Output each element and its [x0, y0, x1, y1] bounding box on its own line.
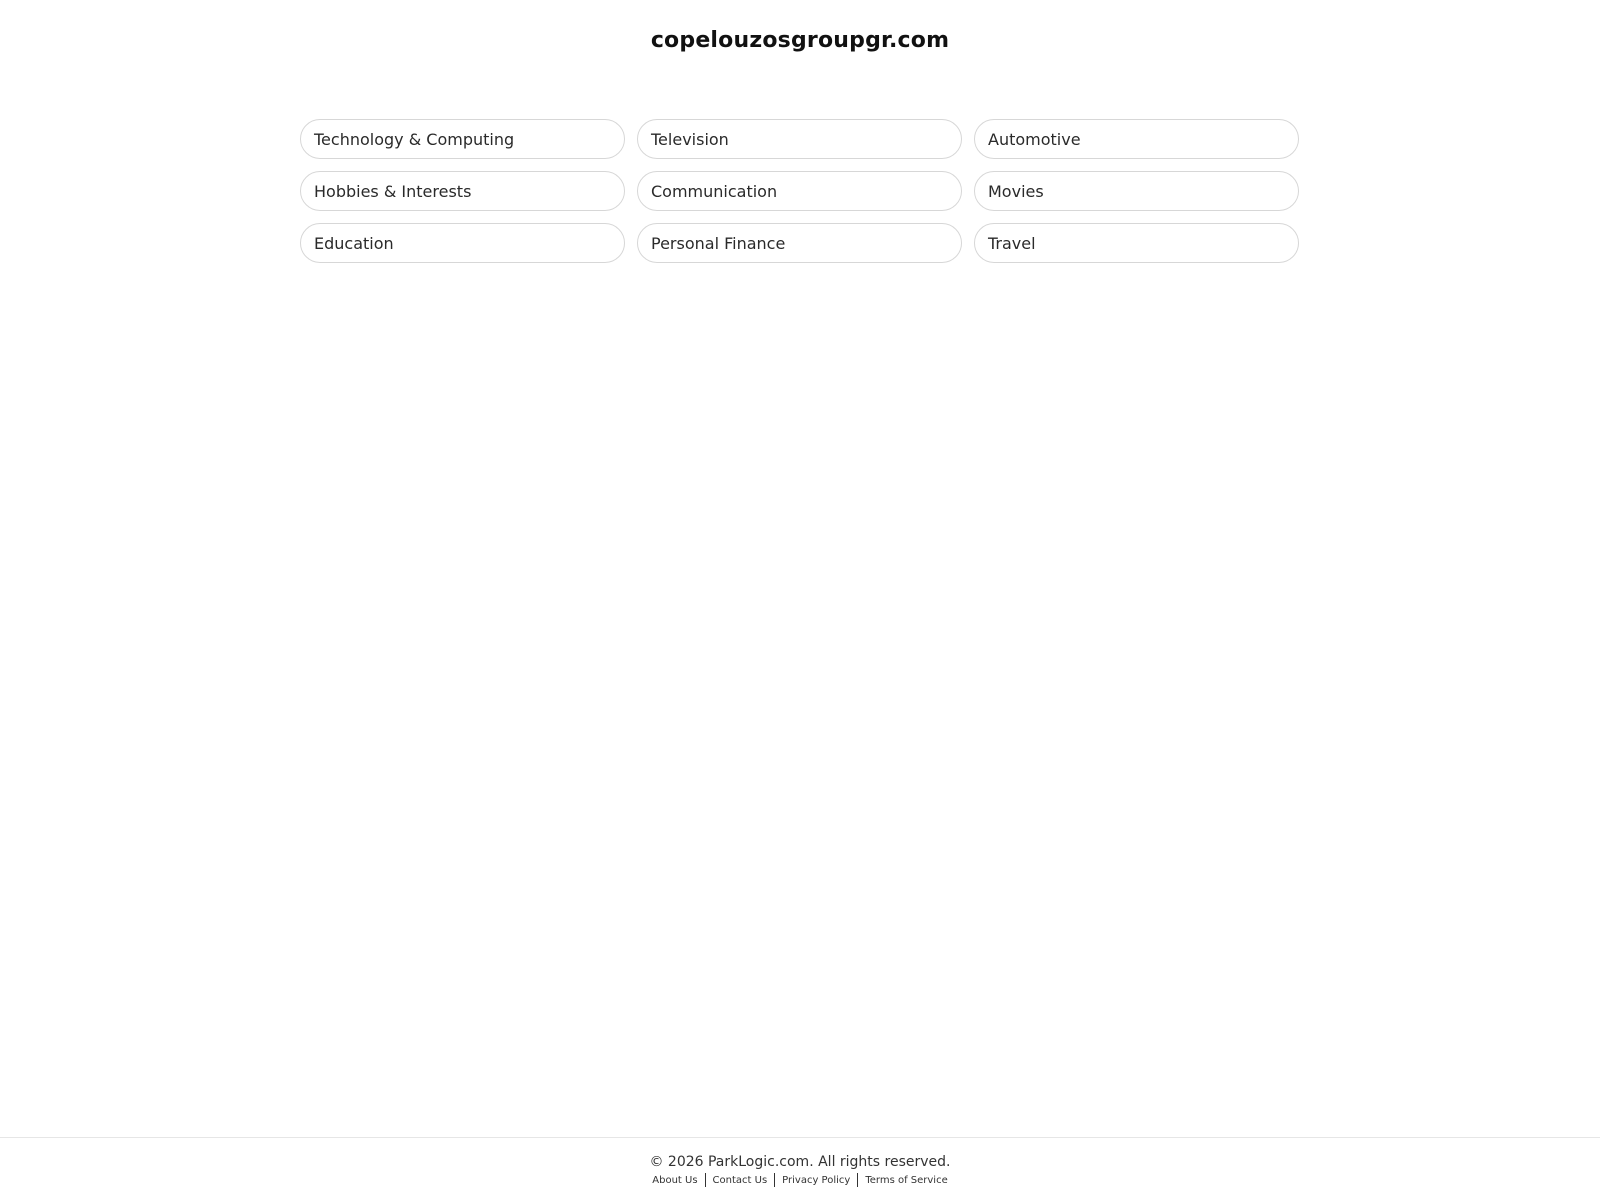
footer [0, 1137, 1600, 1200]
terms-of-service-link[interactable]: Terms of Service [865, 1174, 948, 1186]
category-link-travel[interactable]: Travel [974, 223, 1299, 263]
privacy-policy-link[interactable]: Privacy Policy [782, 1174, 851, 1186]
about-us-link[interactable]: About Us [652, 1174, 698, 1186]
category-link-hobbies-interests[interactable]: Hobbies & Interests [300, 171, 625, 211]
category-link-automotive[interactable]: Automotive [974, 119, 1299, 159]
footer-links [0, 1173, 1600, 1187]
copyright-text: © 2026 ParkLogic.com. All rights reserved. [649, 1154, 951, 1170]
category-grid [300, 119, 1300, 263]
category-link-personal-finance[interactable]: Personal Finance [637, 223, 962, 263]
category-link-communication[interactable]: Communication [637, 171, 962, 211]
category-link-television[interactable]: Television [637, 119, 962, 159]
category-link-technology-computing[interactable]: Technology & Computing [300, 119, 625, 159]
category-link-movies[interactable]: Movies [974, 171, 1299, 211]
page-title: copelouzosgroupgr.com [650, 28, 950, 53]
category-link-education[interactable]: Education [300, 223, 625, 263]
contact-us-link[interactable]: Contact Us [712, 1174, 768, 1186]
